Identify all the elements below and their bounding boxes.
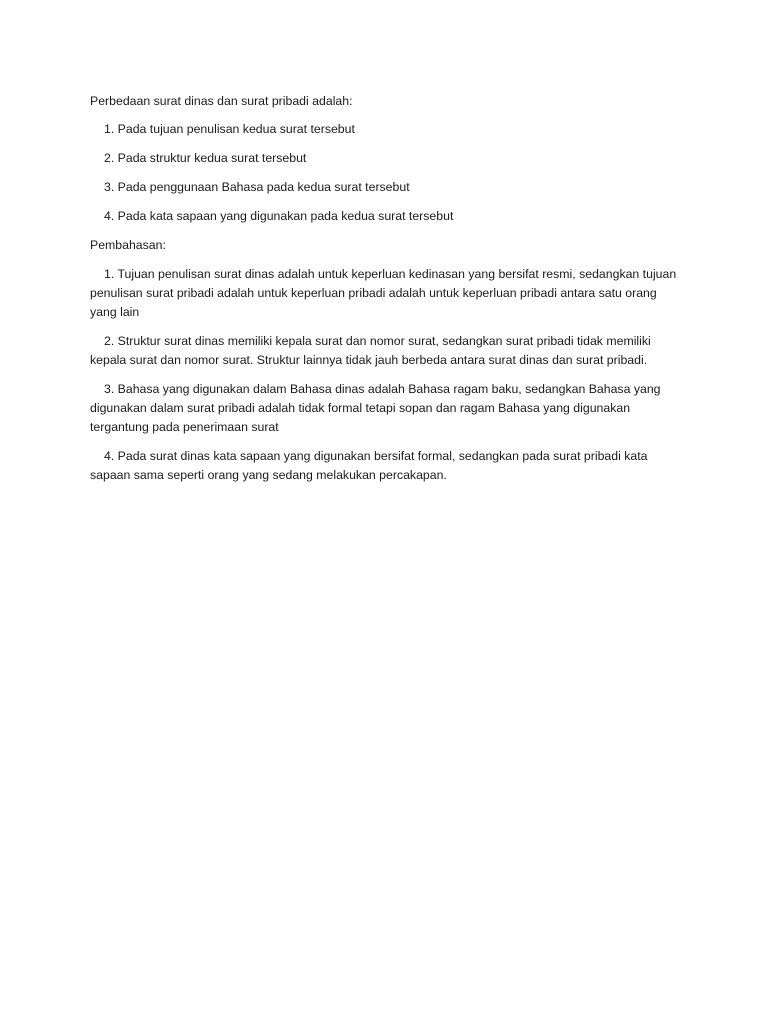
discussion-title: Pembahasan:	[90, 238, 166, 252]
list-item: 3. Pada penggunaan Bahasa pada kedua surat tersebut	[104, 180, 410, 194]
list-item: 4. Pada kata sapaan yang digunakan pada kedua surat tersebut	[104, 209, 454, 223]
explanation-paragraph: 4. Pada surat dinas kata sapaan yang digunakan bersifat formal, sedangkan pada surat pribadi kata sapaan sama seperti orang yang sedang melakukan percakapan.	[90, 449, 648, 482]
explanations-list	[90, 265, 688, 485]
list-item: 2. Pada struktur kedua surat tersebut	[104, 151, 307, 165]
differences-list	[90, 120, 688, 226]
explanation-paragraph: 3. Bahasa yang digunakan dalam Bahasa dinas adalah Bahasa ragam baku, sedangkan Bahasa yang digunakan dalam surat pribadi adalah tidak formal tetapi sopan dan ragam Bahasa yang digunakan tergantung pada penerimaan surat	[90, 382, 661, 434]
intro-title: Perbedaan surat dinas dan surat pribadi adalah:	[90, 94, 353, 108]
explanation-paragraph: 2. Struktur surat dinas memiliki kepala surat dan nomor surat, sedangkan surat pribadi tidak memiliki kepala surat dan nomor surat. Struktur lainnya tidak jauh berbeda antara surat dinas dan surat pribadi.	[90, 334, 651, 367]
list-item: 1. Pada tujuan penulisan kedua surat tersebut	[104, 122, 355, 136]
explanation-paragraph: 1. Tujuan penulisan surat dinas adalah untuk keperluan kedinasan yang bersifat resmi, sedangkan tujuan penulisan surat pribadi adalah untuk keperluan pribadi adalah untuk keperluan pribadi antara satu orang yang lain	[90, 267, 677, 319]
